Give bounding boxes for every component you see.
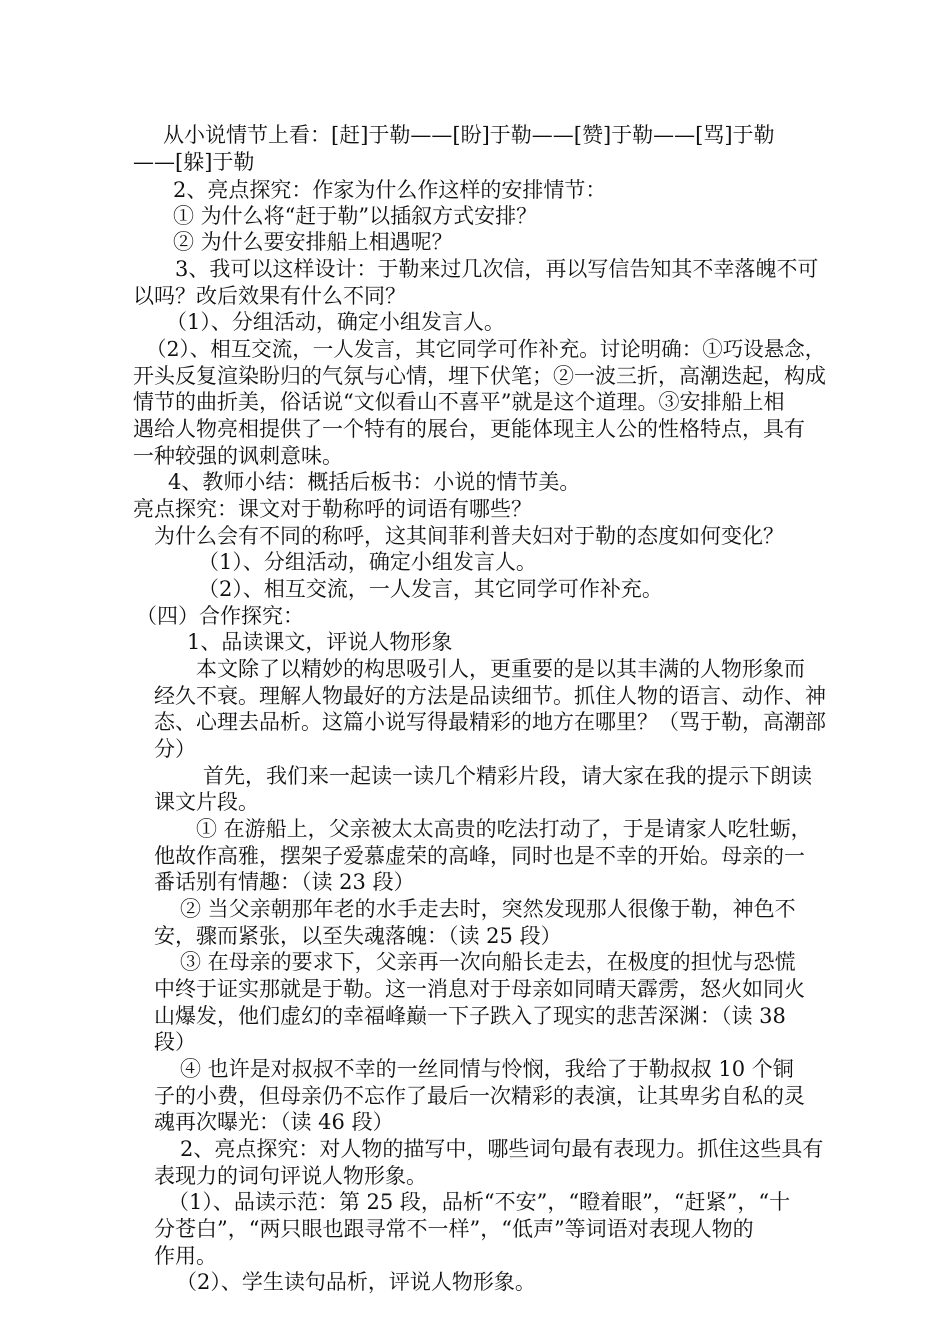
text-line: 他故作高雅，摆架子爱慕虚荣的高峰，同时也是不幸的开始。母亲的一 [154, 844, 805, 868]
text-line: 魂再次曝光：（读 46 段） [154, 1110, 394, 1134]
text-line: 遇给人物亮相提供了一个特有的展台，更能体现主人公的性格特点，具有 [133, 417, 805, 441]
text-line: 表现力的词句评说人物形象。 [154, 1164, 427, 1188]
text-line: 番话别有情趣：（读 23 段） [154, 870, 415, 894]
text-line: ① 为什么将“赶于勒”以插叙方式安排？ [173, 204, 538, 228]
text-line: 子的小费，但母亲仍不忘作了最后一次精彩的表演，让其卑劣自私的灵 [154, 1084, 805, 1108]
text-line: （四）合作探究： [136, 604, 304, 628]
text-line: 分） [154, 737, 196, 761]
text-line: 为什么会有不同的称呼，这其间菲利普夫妇对于勒的态度如何变化？ [154, 524, 784, 548]
text-line: 安，骤而紧张，以至失魂落魄：（读 25 段） [154, 924, 562, 948]
text-line: 分苍白”，“两只眼也跟寻常不一样”，“低声”等词语对表现人物的 [154, 1217, 754, 1241]
text-line: 首先，我们来一起读一读几个精彩片段，请大家在我的提示下朗读 [203, 764, 812, 788]
text-line: （1）、分组活动，确定小组发言人。 [198, 550, 537, 574]
text-line: 1、品读课文，评说人物形象 [187, 630, 453, 654]
text-line: ④ 也许是对叔叔不幸的一丝同情与怜悯，我给了于勒叔叔 10 个铜 [180, 1057, 794, 1081]
text-line: （1）、分组活动，确定小组发言人。 [166, 310, 505, 334]
text-line: ——[躲]于勒 [133, 150, 255, 174]
text-line: 段） [154, 1030, 196, 1054]
text-line: 从小说情节上看：[赶]于勒——[盼]于勒——[赞]于勒——[骂]于勒 [163, 123, 775, 147]
text-line: 4、教师小结：概括后板书：小说的情节美。 [168, 470, 581, 494]
text-line: 本文除了以精妙的构思吸引人，更重要的是以其丰满的人物形象而 [196, 657, 805, 681]
text-line: 态、心理去品析。这篇小说写得最精彩的地方在哪里？（骂于勒，高潮部 [154, 710, 826, 734]
text-line: （2）、学生读句品析，评说人物形象。 [176, 1270, 536, 1294]
text-line: ② 当父亲朝那年老的水手走去时，突然发现那人很像于勒，神色不 [180, 897, 796, 921]
text-line: 山爆发，他们虚幻的幸福峰巅一下子跌入了现实的悲苦深渊：（读 38 [154, 1004, 786, 1028]
text-line: 一种较强的讽刺意味。 [133, 444, 343, 468]
text-line: （2）、相互交流，一人发言，其它同学可作补充。讨论明确：①巧设悬念， [146, 337, 826, 361]
text-line: 经久不衰。理解人物最好的方法是品读细节。抓住人物的语言、动作、神 [154, 684, 826, 708]
text-line: 亮点探究：课文对于勒称呼的词语有哪些？ [133, 497, 532, 521]
text-line: 开头反复渲染盼归的气氛与心情，埋下伏笔；②一波三折，高潮迭起，构成 [133, 364, 826, 388]
text-line: 课文片段。 [154, 790, 259, 814]
text-line: （2）、相互交流，一人发言，其它同学可作补充。 [198, 577, 663, 601]
text-line: 中终于证实那就是于勒。这一消息对于母亲如同晴天霹雳，怒火如同火 [154, 977, 805, 1001]
text-line: 以吗？改后效果有什么不同？ [133, 284, 406, 308]
text-line: 2、亮点探究：作家为什么作这样的安排情节： [173, 178, 607, 202]
text-line: 2、亮点探究：对人物的描写中，哪些词句最有表现力。抓住这些具有 [180, 1137, 824, 1161]
text-line: ② 为什么要安排船上相遇呢？ [173, 230, 453, 254]
text-line: 3、我可以这样设计：于勒来过几次信，再以写信告知其不幸落魄不可 [175, 257, 819, 281]
text-line: ① 在游船上，父亲被太太高贵的吃法打动了，于是请家人吃牡蛎， [196, 817, 812, 841]
text-line: 作用。 [154, 1244, 217, 1268]
text-line: ③ 在母亲的要求下，父亲再一次向船长走去，在极度的担忧与恐慌 [180, 950, 796, 974]
text-line: 情节的曲折美，俗话说“文似看山不喜平”就是这个道理。③安排船上相 [133, 390, 785, 414]
text-line: （1）、品读示范：第 25 段，品析“不安”，“瞪着眼”，“赶紧”，“十 [168, 1190, 791, 1214]
